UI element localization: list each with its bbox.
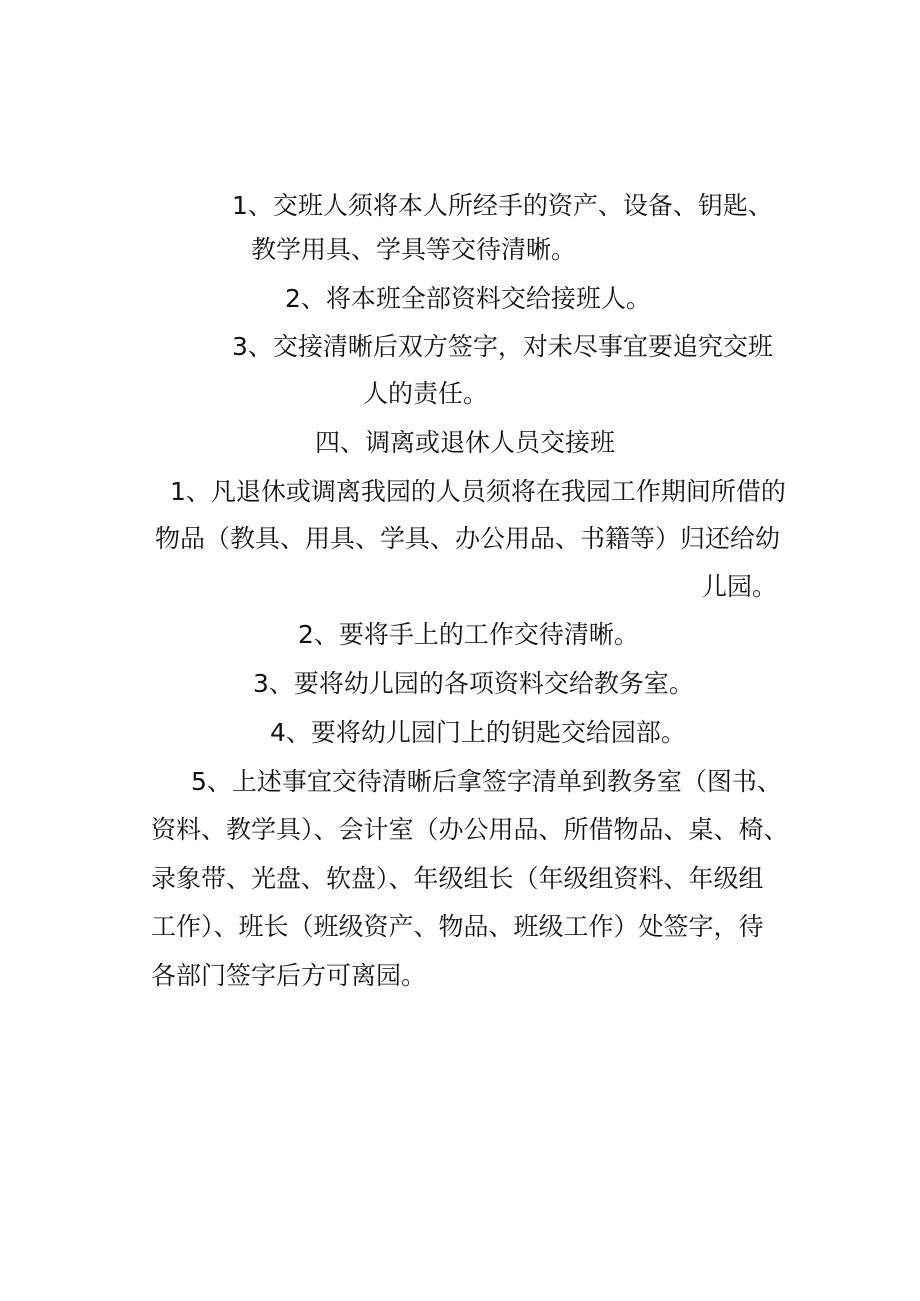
retire-item-5-line-5: 各部门签字后方可离园。 [151, 961, 427, 990]
section-heading: 四、调离或退休人员交接班 [315, 428, 616, 457]
retire-item-5-line-1: 5、上述事宜交待清晰后拿签字清单到教务室（图书、 [191, 767, 782, 796]
retire-item-1-line-1: 1、凡退休或调离我园的人员须将在我园工作期间所借的 [170, 477, 786, 506]
retire-item-3: 3、要将幼儿园的各项资料交给教务室。 [253, 669, 694, 698]
retire-item-2: 2、要将手上的工作交待清晰。 [298, 620, 639, 649]
handover-item-2: 2、将本班全部资料交给接班人。 [285, 284, 651, 313]
retire-item-1-line-2: 物品（教具、用具、学具、办公用品、书籍等）归还给幼 [155, 524, 781, 553]
retire-item-1-line-3: 儿园。 [702, 572, 778, 601]
retire-item-5-line-3: 录象带、光盘、软盘）、年级组长（年级组资料、年级组 [151, 864, 764, 893]
handover-item-1-line-1: 1、交班人须将本人所经手的资产、设备、钥匙、 [232, 191, 773, 220]
retire-item-5-line-4: 工作）、班长（班级资产、物品、班级工作）处签字，待 [151, 912, 764, 941]
handover-item-1-line-2: 教学用具、学具等交待清晰。 [251, 235, 577, 264]
retire-item-5-line-2: 资料、教学具）、会计室（办公用品、所借物品、桌、椅、 [151, 815, 789, 844]
handover-item-3-line-2: 人的责任。 [363, 379, 489, 408]
retire-item-4: 4、要将幼儿园门上的钥匙交给园部。 [270, 718, 686, 747]
handover-item-3-line-1: 3、交接清晰后双方签字，对未尽事宜要追究交班 [232, 332, 773, 361]
